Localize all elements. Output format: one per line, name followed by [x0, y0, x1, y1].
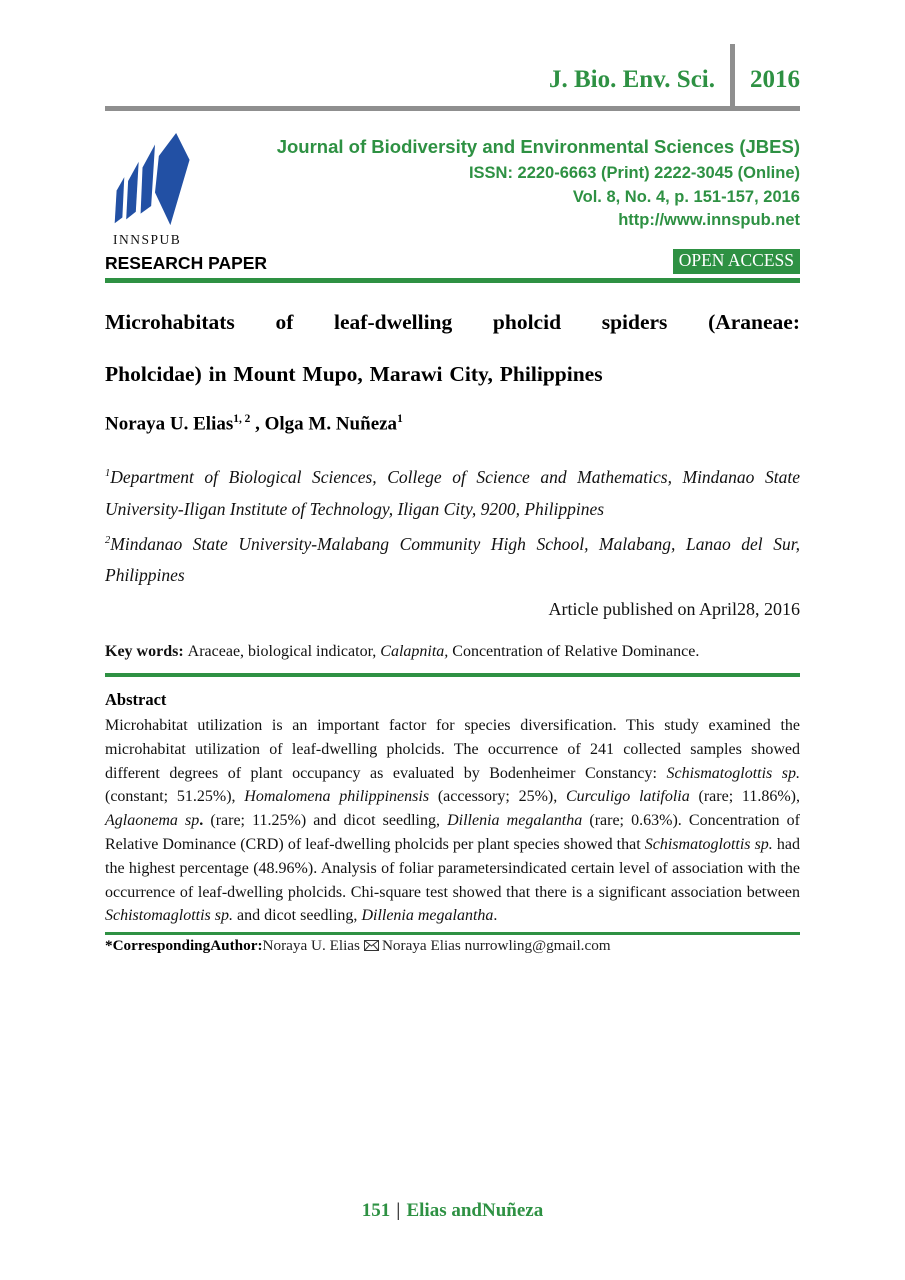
- journal-name: Journal of Biodiversity and Environmental Sciences (JBES): [276, 136, 800, 157]
- publication-date: Article published on April28, 2016: [548, 598, 800, 619]
- innspub-logo-icon: [105, 133, 230, 229]
- corresponding-author-contact: Noraya Elias nurrowling@gmail.com: [381, 937, 611, 955]
- issn-line: ISSN: 2220-6663 (Print) 2222-3045 (Online): [468, 164, 800, 182]
- authors-line: Noraya U. Elias$^{1, 2}$ , Olga M. Nuñeza$^1$: [105, 413, 403, 435]
- affiliation-2: $^2$Mindanao State University-Malabang Community High School, Malabang, Lanao del Sur, Philippines: [105, 533, 800, 586]
- footer-page-number: 151: [361, 1200, 391, 1221]
- abstract-rule: [105, 932, 800, 935]
- affiliations: [105, 458, 800, 592]
- journal-abbreviation: J. Bio. Env. Sci.: [548, 66, 715, 93]
- website-url: http://www.innspub.net: [618, 211, 800, 229]
- journal-meta: [230, 131, 800, 248]
- title-line-1: Microhabitats of leaf-dwelling pholcid spiders (Araneae:: [105, 310, 800, 334]
- paper-type-label: RESEARCH PAPER: [105, 253, 268, 273]
- masthead-rule: [105, 106, 800, 111]
- footer-separator: |: [396, 1200, 401, 1221]
- banner-rule: [105, 278, 800, 283]
- logo-caption: INNSPUB: [113, 232, 182, 247]
- corresponding-author-label: *CorrespondingAuthor:: [105, 937, 263, 955]
- mail-icon: [364, 938, 379, 956]
- corresponding-author-line: [105, 937, 800, 956]
- volume-line: Vol. 8, No. 4, p. 151-157, 2016: [572, 187, 800, 206]
- footer-authors: Elias andNuñeza: [406, 1200, 544, 1221]
- keywords-line: Key words: Araceae, biological indicator, Calapnita, Concentration of Relative Dominance.: [105, 642, 700, 660]
- page-footer: [0, 1200, 905, 1222]
- abstract-heading: Abstract: [105, 689, 167, 709]
- open-access-badge: OPEN ACCESS: [673, 249, 800, 274]
- abstract-text: Microhabitat utilization is an important factor for species diversification. This study examined the microhabitat utilization of leaf-dwelling pholcids. The occurrence of 241 collected samples showed different degrees of plant occupancy as evaluated by Bodenheimer Constancy: Schismatoglottis sp. (constant; 51.25%), Homalomena philippinensis (accessory; 25%), Curculigo latifolia (rare; 11.86%), Aglaonema sp. (rare; 11.25%) and dicot seedling, Dillenia megalantha (rare; 0.63%). Concentration of Relative Dominance (CRD) of leaf-dwelling pholcids per plant species showed that Schismatoglottis sp. had the highest percentage (48.96%). Analysis of foliar parametersindicated certain level of association with the occurrence of leaf-dwelling pholcids. Chi-square test showed that there is a significant association between Schistomaglottis sp. and dicot seedling, Dillenia megalantha.: [105, 716, 801, 925]
- affiliation-1: $^1$Department of Biological Sciences, College of Science and Mathematics, Mindanao State University-Iligan Institute of Technology, Iligan City, 9200, Philippines: [105, 467, 800, 519]
- logo-block: [105, 131, 230, 248]
- title-line-2: Pholcidae) in Mount Mupo, Marawi City, Philippines: [105, 362, 603, 386]
- keywords-rule: [105, 673, 800, 677]
- page-title: [105, 296, 800, 400]
- masthead: [105, 0, 800, 106]
- masthead-year: 2016: [750, 66, 800, 93]
- corresponding-author-name: Noraya U. Elias: [262, 937, 360, 955]
- banner-row: [105, 249, 800, 274]
- journal-header: [105, 131, 800, 248]
